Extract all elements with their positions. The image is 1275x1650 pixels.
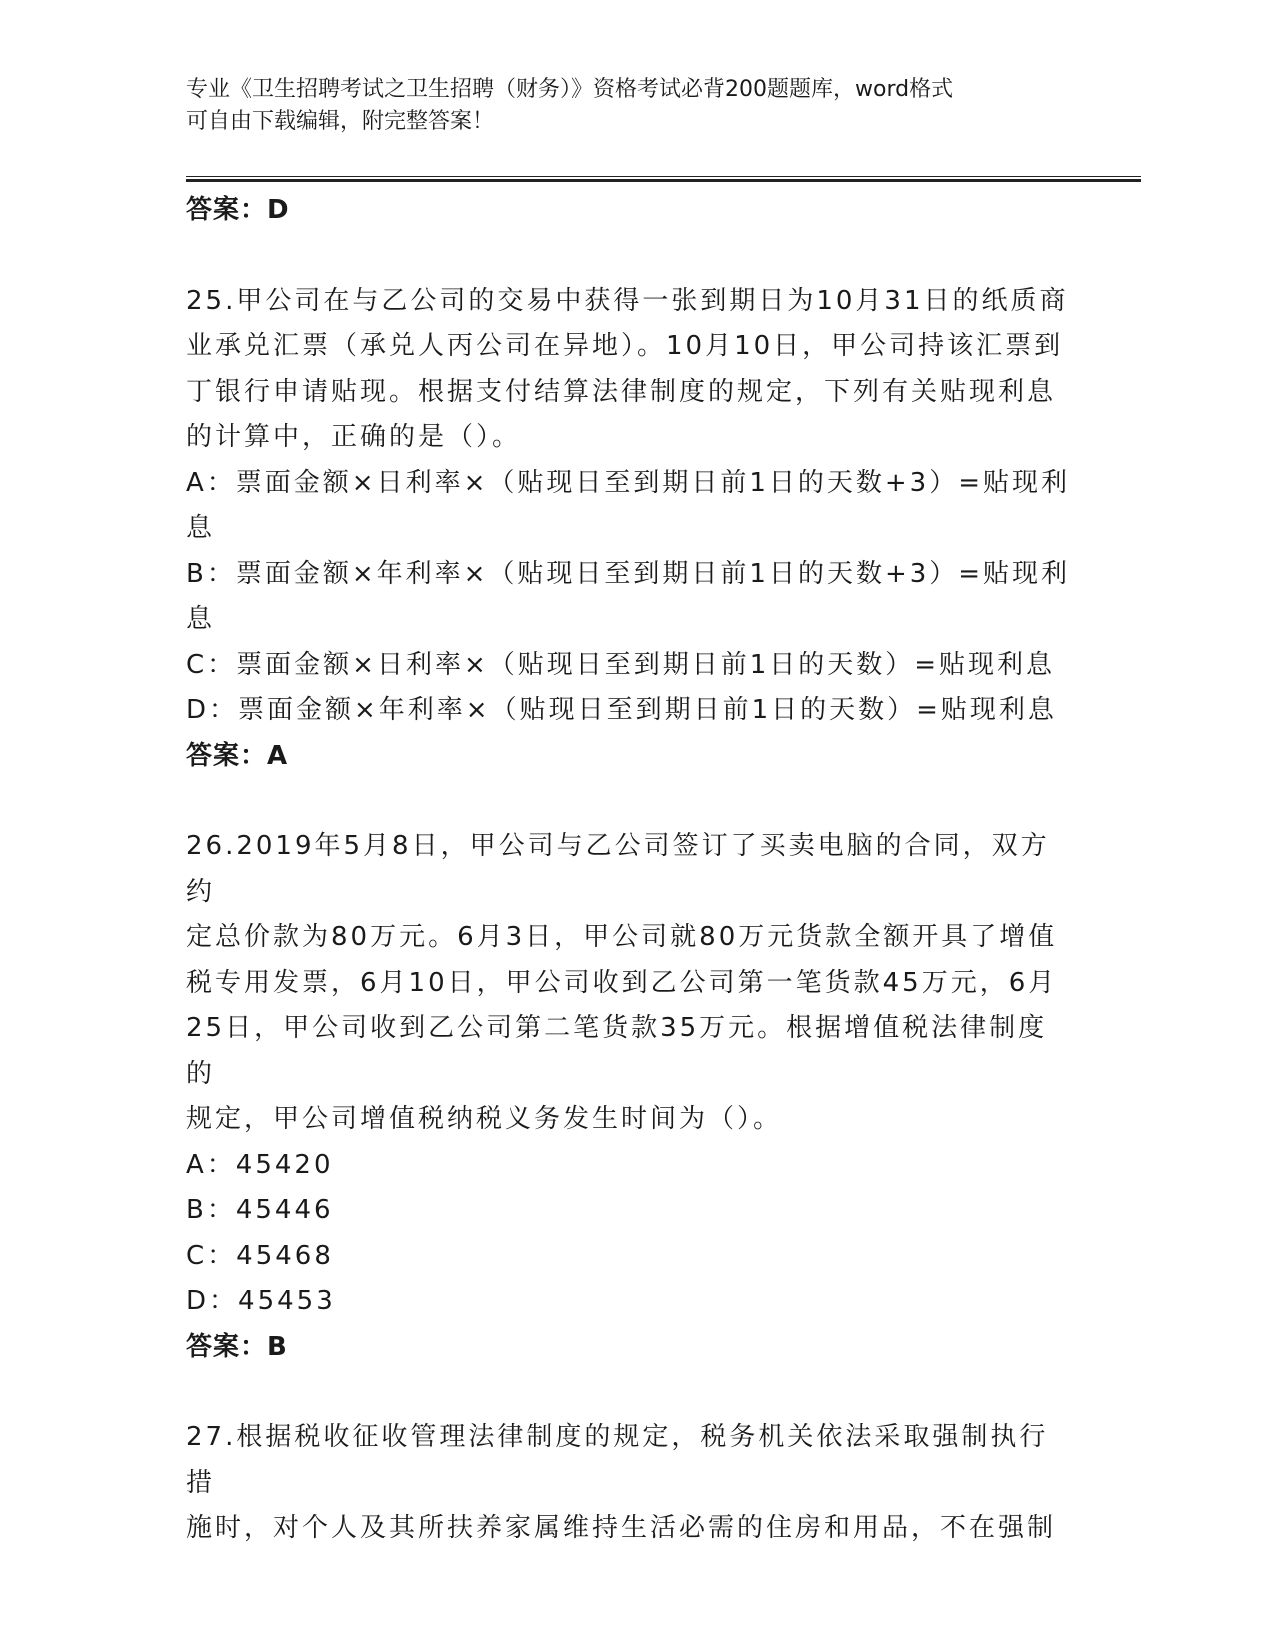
stem-line: 丁银行申请贴现。根据支付结算法律制度的规定，下列有关贴现利息: [186, 376, 1057, 407]
stem-line: 27.根据税收征收管理法律制度的规定，税务机关依法采取强制执行措: [186, 1422, 1049, 1498]
option-c: [186, 643, 1076, 689]
header-divider: [186, 176, 1141, 183]
option-c: [186, 1234, 1076, 1280]
question-answer: [186, 1325, 1076, 1371]
option-d: [186, 1279, 1076, 1325]
answer-value: D: [267, 195, 290, 225]
option-line: C：票面金额×日利率×（贴现日至到期日前1日的天数）=贴现利息: [186, 649, 1056, 680]
option-line: 息: [186, 604, 216, 634]
option-line: B：45446: [186, 1195, 334, 1225]
question-26: [186, 824, 1076, 1370]
stem-line: 规定，甲公司增值税纳税义务发生时间为（）。: [186, 1104, 783, 1134]
header-line: 专业《卫生招聘考试之卫生招聘（财务）》资格考试必背200题题库，word格式: [186, 77, 954, 102]
question-stem: [186, 1415, 1076, 1552]
option-line: C：45468: [186, 1240, 334, 1271]
header-divider-thin: [186, 176, 1141, 177]
stem-line: 的计算中，正确的是（）。: [186, 422, 522, 452]
question-stem: [186, 824, 1076, 1143]
option-line: D：票面金额×年利率×（贴现日至到期日前1日的天数）=贴现利息: [186, 695, 1057, 725]
option-line: B：票面金额×年利率×（贴现日至到期日前1日的天数+3）=贴现利: [186, 558, 1071, 589]
stem-line: 25日，甲公司收到乙公司第二笔货款35万元。根据增值税法律制度的: [186, 1013, 1048, 1089]
option-a: [186, 461, 1076, 552]
stem-line: 定总价款为80万元。6月3日，甲公司就80万元货款全额开具了增值: [186, 922, 1058, 952]
option-a: [186, 1143, 1076, 1189]
page-header: [186, 74, 1066, 138]
option-d: [186, 688, 1076, 734]
answer-label: 答案：: [186, 1331, 268, 1362]
previous-answer: [186, 188, 1076, 234]
stem-line: 25.甲公司在与乙公司的交易中获得一张到期日为10月31日的纸质商: [186, 285, 1069, 316]
option-line: A：票面金额×日利率×（贴现日至到期日前1日的天数+3）=贴现利: [186, 467, 1071, 498]
stem-line: 税专用发票，6月10日，甲公司收到乙公司第一笔货款45万元，6月: [186, 967, 1058, 998]
option-line: 息: [186, 513, 216, 543]
question-answer: [186, 734, 1076, 780]
question-stem: [186, 279, 1076, 461]
question-27: [186, 1415, 1076, 1552]
option-line: A：45420: [186, 1149, 334, 1180]
header-divider-thick: [186, 179, 1141, 182]
option-line: D：45453: [186, 1286, 336, 1316]
answer-value: A: [267, 740, 289, 771]
document-body: [186, 188, 1076, 1552]
answer-label: 答案：: [186, 195, 268, 225]
question-25: [186, 279, 1076, 780]
header-line: 可自由下载编辑，附完整答案！: [186, 109, 495, 134]
answer-label: 答案：: [186, 740, 268, 771]
option-b: [186, 552, 1076, 643]
stem-line: 业承兑汇票（承兑人丙公司在异地）。10月10日，甲公司持该汇票到: [186, 331, 1064, 361]
stem-line: 26.2019年5月8日，甲公司与乙公司签订了买卖电脑的合同，双方约: [186, 831, 1050, 907]
answer-value: B: [267, 1331, 288, 1362]
option-b: [186, 1188, 1076, 1234]
stem-line: 施时，对个人及其所扶养家属维持生活必需的住房和用品，不在强制: [186, 1513, 1057, 1543]
